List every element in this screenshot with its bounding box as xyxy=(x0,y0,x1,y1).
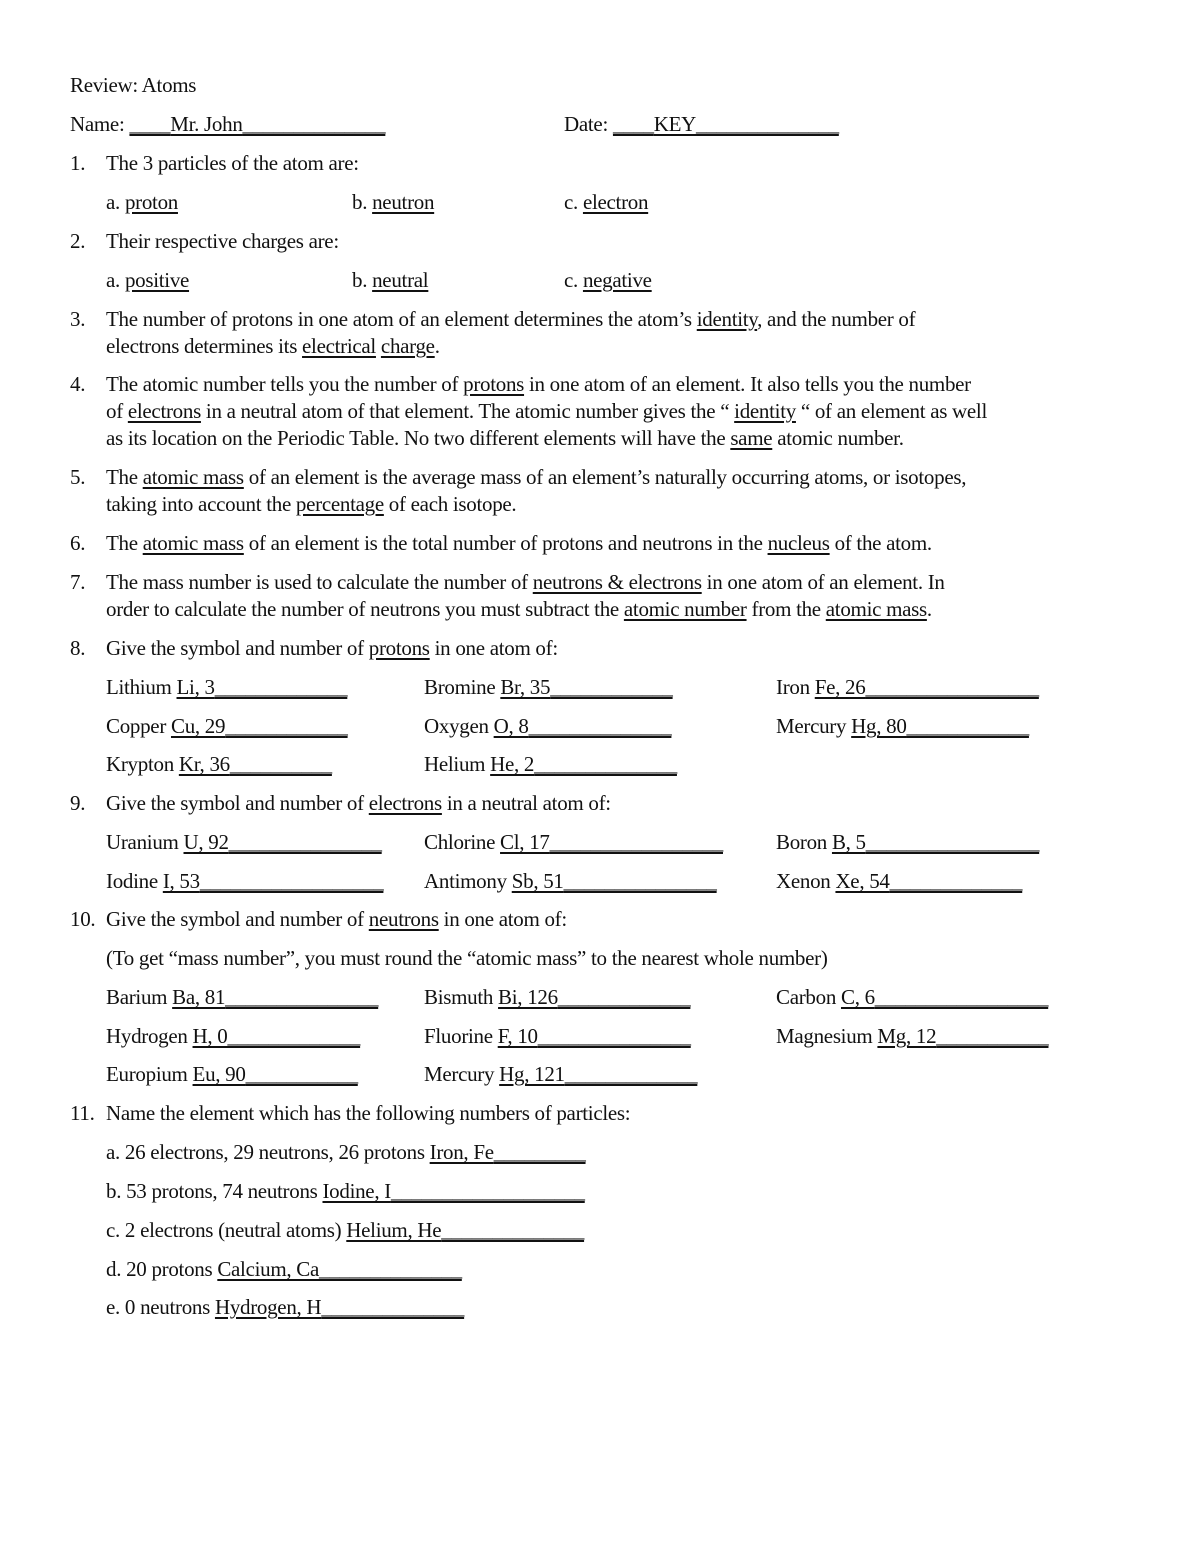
question-2-text: Their respective charges are: xyxy=(106,229,339,253)
question-number: 3. xyxy=(70,307,86,331)
q8-item: Bromine Br, 35____________ xyxy=(424,675,673,699)
answer: electrons xyxy=(127,399,201,423)
q10-item: Hydrogen H, 0_____________ xyxy=(106,1024,361,1048)
answer: electrical xyxy=(302,334,376,358)
question-number: 6. xyxy=(70,531,86,555)
answer: atomic mass xyxy=(142,465,244,489)
worksheet-title: Review: Atoms xyxy=(70,73,197,97)
q10-item: Mercury Hg, 121_____________ xyxy=(424,1062,698,1086)
question-number: 4. xyxy=(70,372,86,396)
answer: atomic mass xyxy=(142,531,244,555)
q11-item: b. 53 protons, 74 neutrons Iodine, I___________________ xyxy=(106,1179,585,1203)
q10-item: Carbon C, 6_________________ xyxy=(776,985,1049,1009)
question-10-text: Give the symbol and number of neutrons in one atom of: xyxy=(106,907,567,931)
question-3-line-2: electrons determines its electrical charge. xyxy=(106,334,440,358)
question-number: 8. xyxy=(70,636,86,660)
answer: identity xyxy=(734,399,796,423)
q1-answer-a: a. proton xyxy=(106,190,178,214)
q9-item: Xenon Xe, 54_____________ xyxy=(776,869,1023,893)
q9-item: Chlorine Cl, 17_________________ xyxy=(424,830,723,854)
q11-item: e. 0 neutrons Hydrogen, H______________ xyxy=(106,1295,465,1319)
name-label: Name: xyxy=(70,112,125,136)
answer: protons xyxy=(463,372,525,396)
answer: protons xyxy=(368,636,430,660)
q8-item: Oxygen O, 8______________ xyxy=(424,714,672,738)
q8-item: Mercury Hg, 80____________ xyxy=(776,714,1029,738)
question-8-text: Give the symbol and number of protons in one atom of: xyxy=(106,636,558,660)
question-3-line-1: The number of protons in one atom of an element determines the atom’s identity, and the number of xyxy=(106,307,916,331)
date-field: ____KEY______________ xyxy=(612,112,839,136)
question-number: 2. xyxy=(70,229,86,253)
answer: atomic mass xyxy=(825,597,927,621)
answer: neutrons & electrons xyxy=(532,570,702,594)
q11-item: d. 20 protons Calcium, Ca______________ xyxy=(106,1257,462,1281)
answer: same xyxy=(730,426,773,450)
q8-item: Krypton Kr, 36__________ xyxy=(106,752,332,776)
q9-item: Boron B, 5_________________ xyxy=(776,830,1040,854)
answer: identity xyxy=(696,307,758,331)
q9-item: Uranium U, 92_______________ xyxy=(106,830,382,854)
question-5-line-1: The atomic mass of an element is the average mass of an element’s naturally occurring atoms, or isotopes, xyxy=(106,465,967,489)
q11-item: c. 2 electrons (neutral atoms) Helium, He______________ xyxy=(106,1218,585,1242)
date-label: Date: xyxy=(564,112,608,136)
question-9-text: Give the symbol and number of electrons in a neutral atom of: xyxy=(106,791,611,815)
question-number: 11. xyxy=(70,1101,95,1125)
q8-item: Helium He, 2______________ xyxy=(424,752,677,776)
question-11-text: Name the element which has the following numbers of particles: xyxy=(106,1101,631,1125)
q10-item: Europium Eu, 90___________ xyxy=(106,1062,358,1086)
date-line xyxy=(564,111,839,137)
question-4-line-3: as its location on the Periodic Table. No two different elements will have the same atomic number. xyxy=(106,426,904,450)
q1-answer-b: b. neutron xyxy=(352,190,435,214)
q2-answer-c: c. negative xyxy=(564,268,652,292)
question-7-line-2: order to calculate the number of neutrons you must subtract the atomic number from the atomic mass. xyxy=(106,597,932,621)
q9-item: Antimony Sb, 51_______________ xyxy=(424,869,717,893)
answer: nucleus xyxy=(767,531,830,555)
q2-answer-b: b. neutral xyxy=(352,268,429,292)
q11-item: a. 26 electrons, 29 neutrons, 26 protons Iron, Fe_________ xyxy=(106,1140,586,1164)
answer: percentage xyxy=(295,492,384,516)
q8-item: Iron Fe, 26_________________ xyxy=(776,675,1039,699)
answer: charge xyxy=(380,334,435,358)
answer: electrons xyxy=(368,791,442,815)
question-6-line-1: The atomic mass of an element is the total number of protons and neutrons in the nucleus of the atom. xyxy=(106,531,932,555)
answer: neutrons xyxy=(368,907,439,931)
q10-item: Magnesium Mg, 12___________ xyxy=(776,1024,1049,1048)
q9-item: Iodine I, 53__________________ xyxy=(106,869,384,893)
question-number: 7. xyxy=(70,570,86,594)
answer: atomic number xyxy=(623,597,747,621)
q10-item: Bismuth Bi, 126_____________ xyxy=(424,985,691,1009)
question-number: 1. xyxy=(70,151,86,175)
q1-answer-c: c. electron xyxy=(564,190,649,214)
question-number: 9. xyxy=(70,791,86,815)
q8-item: Lithium Li, 3_____________ xyxy=(106,675,348,699)
question-number: 5. xyxy=(70,465,86,489)
name-line xyxy=(70,111,385,137)
name-field: ____Mr. John______________ xyxy=(129,112,386,136)
question-10-note: (To get “mass number”, you must round the “atomic mass” to the nearest whole number) xyxy=(106,946,828,970)
question-7-line-1: The mass number is used to calculate the number of neutrons & electrons in one atom of an element. In xyxy=(106,570,945,594)
q10-item: Fluorine F, 10_______________ xyxy=(424,1024,691,1048)
question-5-line-2: taking into account the percentage of each isotope. xyxy=(106,492,517,516)
question-4-line-2: of electrons in a neutral atom of that element. The atomic number gives the “ identity “ of an element as well xyxy=(106,399,987,423)
question-4-line-1: The atomic number tells you the number of protons in one atom of an element. It also tells you the number xyxy=(106,372,971,396)
q2-answer-a: a. positive xyxy=(106,268,190,292)
q8-item: Copper Cu, 29____________ xyxy=(106,714,348,738)
q10-item: Barium Ba, 81_______________ xyxy=(106,985,379,1009)
question-1-text: The 3 particles of the atom are: xyxy=(106,151,359,175)
question-number: 10. xyxy=(70,907,96,931)
